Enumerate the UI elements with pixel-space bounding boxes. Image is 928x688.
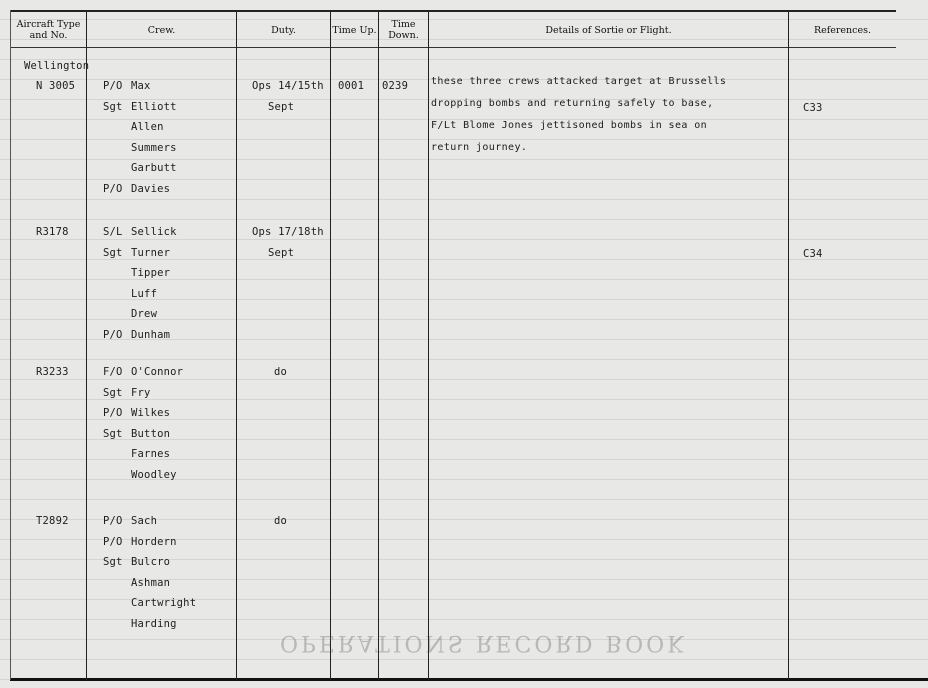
reference-code: C34 [803,248,823,260]
crew-rank: Sgt [103,386,123,399]
crew-name: Dunham [131,328,171,341]
reference-code: C33 [803,102,823,114]
column-divider [378,10,379,680]
crew-name: Elliott [131,100,177,113]
crew-name: Farnes [131,448,171,460]
sortie-details-line: return journey. [431,142,528,153]
crew-rank: Sgt [103,246,123,259]
duty-text: do [274,515,288,527]
crew-name: O'Connor [131,366,184,378]
aircraft-serial: R3233 [36,366,69,378]
column-divider [428,10,429,680]
crew-name: Cartwright [131,597,197,609]
left-rule [10,10,11,680]
crew-name: Sellick [131,226,177,238]
bleedthrough-title: OPERATIONS RECORD BOOK [280,630,687,655]
duty-text: Ops 17/18th [252,226,324,238]
column-divider [236,10,237,680]
aircraft-serial: T2892 [36,515,69,527]
crew-rank: F/O [103,366,123,378]
sortie-details-line: F/Lt Blome Jones jettisoned bombs in sea on [431,120,708,131]
crew-name: Garbutt [131,162,177,174]
duty-text: Ops 14/15th [252,80,324,92]
crew-rank: S/L [103,226,123,238]
crew-name: Davies [131,182,171,195]
crew-name: Max [131,80,151,92]
sortie-details-line: these three crews attacked target at Brussells [431,76,727,87]
crew-rank: Sgt [103,100,123,113]
crew-rank: P/O [103,535,123,548]
crew-rank: Sgt [103,427,123,440]
duty-text: do [274,366,288,378]
column-divider [86,10,87,680]
duty-text: Sept [268,100,295,113]
crew-name: Allen [131,121,164,133]
crew-rank: P/O [103,328,123,341]
aircraft-serial: N 3005 [36,80,76,92]
header-time-up: Time Up. [332,24,377,36]
duty-text: Sept [268,246,295,259]
crew-name: Sach [131,515,158,527]
column-divider [788,10,789,680]
crew-rank: P/O [103,515,123,527]
crew-name: Hordern [131,535,177,548]
crew-name: Luff [131,287,158,300]
header-aircraft: Aircraft Type and No. [16,19,81,41]
crew-rank: P/O [103,407,123,419]
column-divider [330,10,331,680]
time-up: 0001 [338,80,365,92]
crew-name: Button [131,427,171,440]
crew-name: Woodley [131,468,177,481]
crew-rank: P/O [103,182,123,195]
crew-name: Bulcro [131,556,171,568]
header-references: References. [813,24,872,36]
header-time-down: Time Down. [388,19,419,41]
header-rule [10,47,896,48]
time-down: 0239 [382,80,409,92]
crew-name: Drew [131,308,158,320]
crew-name: Fry [131,386,151,399]
header-duty: Duty. [271,24,296,36]
header-details: Details of Sortie or Flight. [545,24,672,36]
crew-name: Wilkes [131,407,171,419]
aircraft-serial: R3178 [36,226,69,238]
header-crew: Crew. [147,24,176,36]
sortie-details-line: dropping bombs and returning safely to base, [431,98,714,109]
aircraft-type: Wellington [24,60,90,72]
crew-rank: Sgt [103,556,123,568]
crew-name: Ashman [131,576,171,589]
crew-name: Harding [131,617,177,630]
bottom-rule [10,678,928,681]
crew-name: Tipper [131,267,171,279]
crew-name: Summers [131,141,177,154]
crew-rank: P/O [103,80,123,92]
top-rule [10,10,896,12]
crew-name: Turner [131,246,171,259]
